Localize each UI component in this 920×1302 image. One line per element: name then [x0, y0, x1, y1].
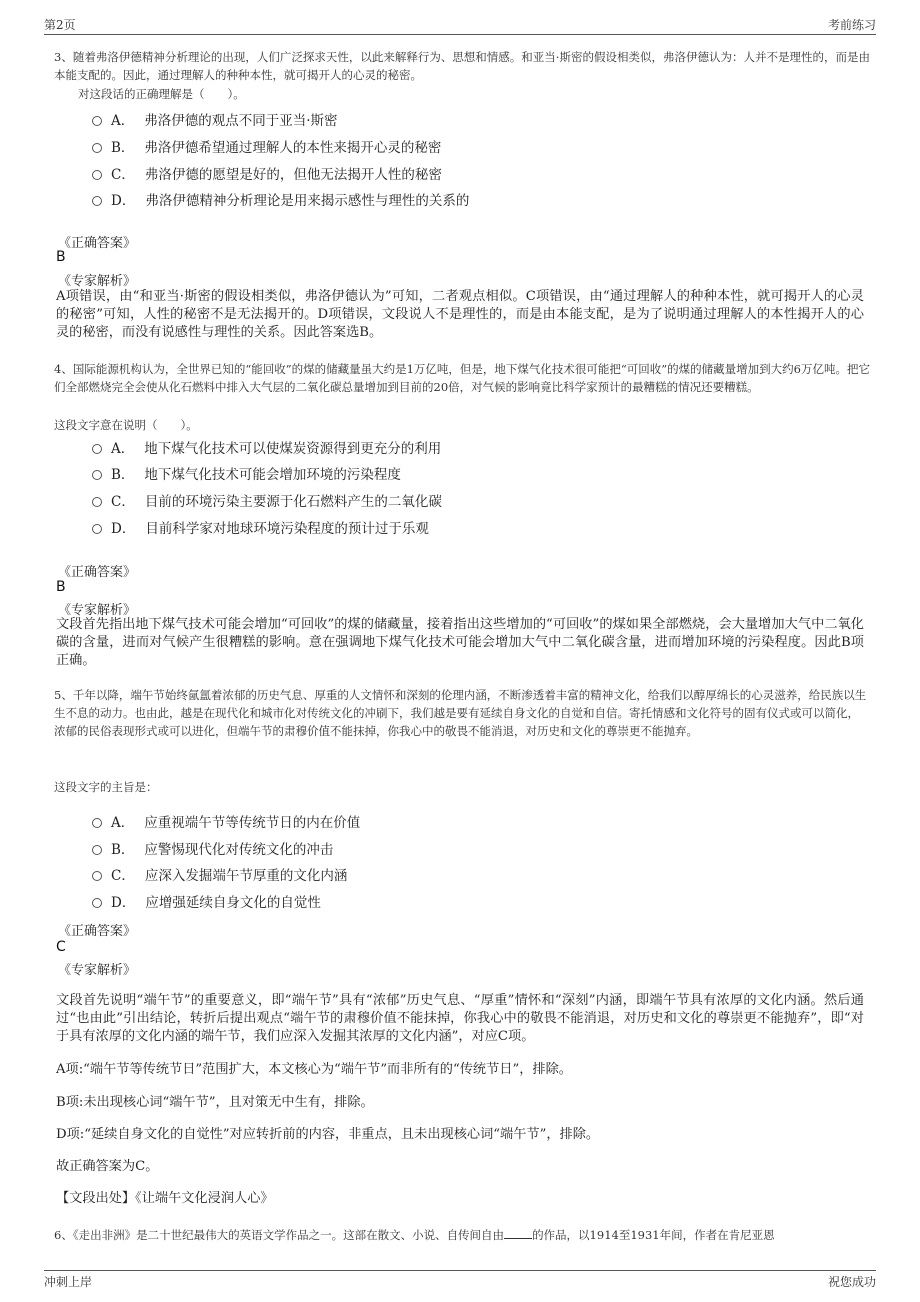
radio-icon[interactable]	[92, 116, 102, 126]
q4-analysis: 文段首先指出地下煤气技术可能会增加“可回收”的煤的储藏量，接着指出这些增加的“可回收”的煤如果全部燃烧，会大量增加大气中二氧化碳的含量，进而对气候产生很糟糕的影响。意在强调地下煤气化技术可能会增加大气中二氧化碳含量，进而增加环境的污染程度。因此B项正确。	[56, 617, 864, 668]
radio-icon[interactable]	[92, 524, 102, 534]
q5-note-d: D项:“延续自身文化的自觉性”对应转折前的内容，非重点，且未出现核心词“端午节”，排除。	[56, 1127, 600, 1142]
page-header	[44, 16, 876, 35]
radio-icon[interactable]	[92, 818, 102, 828]
q5-stem: 5、千年以降，端午节始终氤氲着浓郁的历史气息、厚重的人文情怀和深刻的伦理内涵，不断渗透着丰富的精神文化，给我们以醇厚绵长的心灵滋养，给民族以生生不息的动力。也由此，越是在现代化和城市化对传统文化的冲刷下，我们越是要有延续自身文化的自觉和自信。寄托情感和文化符号的固有仪式或可以简化，浓郁的民俗表现形式或可以进化，但端午节的肃穆价值不能抹掉，你我心中的敬畏不能消退，对历史和文化的尊崇更不能抛弃。	[54, 688, 867, 738]
q5-source: 【文段出处】《让端午文化浸润人心》	[56, 1191, 274, 1206]
q5-conclusion: 故正确答案为C。	[56, 1159, 159, 1174]
q3-option-c[interactable]: C． 弗洛伊德的愿望是好的，但他无法揭开人性的秘密	[92, 163, 442, 183]
q4-question: 这段文字意在说明（ ）。	[54, 418, 198, 432]
q5-analysis: 文段首先说明“端午节”的重要意义，即“端午节”具有“浓郁”历史气息、“厚重”情怀和“深刻”内涵，即端午节具有浓厚的文化内涵。然后通过“也由此”引出结论，转折后提出观点“端午节的肃穆价值不能抹掉，你我心中的敬畏不能消退，对历史和文化的尊崇更不能抛弃”，即“对于具有浓厚的文化内涵的端午节，我们应深入发掘其浓厚的文化内涵”，对应C项。	[56, 993, 864, 1044]
q5-note-a: A项:“端午节等传统节日”范围扩大，本文核心为“端午节”而非所有的“传统节日”，排除。	[56, 1062, 572, 1077]
q4-answer-heading: 《正确答案》	[58, 565, 137, 580]
q3-analysis: A项错误，由“和亚当·斯密的假设相类似，弗洛伊德认为”可知，二者观点相似。C项错误，由“通过理解人的种种本性，就可揭开人的心灵的秘密”可知，人性的秘密不是无法揭开的。D项错误，文段说人不是理性的，而是由本能支配，是为了说明通过理解人的本性揭开人的心灵的秘密，而没有说感性与理性的关系。因此答案选B。	[56, 289, 864, 340]
radio-icon[interactable]	[92, 196, 102, 206]
header-title: 考前练习	[827, 18, 876, 32]
radio-icon[interactable]	[92, 444, 102, 454]
q3-analysis-heading: 《专家解析》	[58, 274, 137, 289]
radio-icon[interactable]	[92, 898, 102, 908]
q5-note-b: B项:未出现核心词“端午节”，且对策无中生有，排除。	[56, 1095, 374, 1110]
q3-answer: B	[56, 249, 66, 265]
q3-answer-heading: 《正确答案》	[58, 236, 137, 251]
q4-stem: 4、国际能源机构认为，全世界已知的“能回收”的煤的储藏量虽大约是1万亿吨，但是，地下煤气化技术很可能把“可回收”的煤的储藏量增加到大约6万亿吨。把它们全部燃烧完全会使从化石燃料中排入大气层的二氧化碳总量增加到目前的20倍，对气候的影响竟比科学家预计的最糟糕的情况还要糟糕。	[54, 362, 870, 394]
q5-option-d[interactable]: D． 应增强延续自身文化的自觉性	[92, 891, 321, 911]
page-footer	[44, 1270, 876, 1293]
q4-analysis-heading: 《专家解析》	[58, 603, 137, 618]
radio-icon[interactable]	[92, 845, 102, 855]
radio-icon[interactable]	[92, 143, 102, 153]
q4-option-b[interactable]: B． 地下煤气化技术可能会增加环境的污染程度	[92, 463, 401, 483]
q4-option-d[interactable]: D． 目前科学家对地球环境污染程度的预计过于乐观	[92, 517, 429, 537]
q5-option-b[interactable]: B． 应警惕现代化对传统文化的冲击	[92, 838, 333, 858]
q4-answer: B	[56, 579, 66, 595]
q5-answer: C	[56, 939, 66, 955]
q5-option-c[interactable]: C． 应深入发掘端午节厚重的文化内涵	[92, 864, 347, 884]
q3-option-d[interactable]: D． 弗洛伊德精神分析理论是用来揭示感性与理性的关系的	[92, 189, 469, 209]
q5-option-a[interactable]: A． 应重视端午节等传统节日的内在价值	[92, 811, 360, 831]
page-number: 第2页	[44, 18, 76, 32]
footer-right: 祝您成功	[827, 1275, 876, 1289]
q5-question: 这段文字的主旨是：	[54, 780, 158, 794]
footer-left: 冲刺上岸	[44, 1275, 93, 1289]
radio-icon[interactable]	[92, 871, 102, 881]
q4-option-c[interactable]: C． 目前的环境污染主要源于化石燃料产生的二氧化碳	[92, 490, 442, 510]
q3-question: 对这段话的正确理解是（ ）。	[78, 87, 245, 101]
q3-option-a[interactable]: A． 弗洛伊德的观点不同于亚当·斯密	[92, 109, 338, 129]
radio-icon[interactable]	[92, 470, 102, 480]
q5-analysis-heading: 《专家解析》	[58, 963, 137, 978]
q3-stem: 3、随着弗洛伊德精神分析理论的出现，人们广泛探求天性，以此来解释行为、思想和情感。和亚当·斯密的假设相类似，弗洛伊德认为：人并不是理性的，而是由本能支配的。因此，通过理解人的种种本性，就可揭开人的心灵的秘密。	[54, 50, 870, 82]
q6-stem: 6、《走出非洲》是二十世纪最伟大的英语文学作品之一。这部在散文、小说、自传间自由 的作品，以1914至1931年间，作者在肯尼亚恩	[54, 1228, 775, 1242]
radio-icon[interactable]	[92, 170, 102, 180]
q3-option-b[interactable]: B． 弗洛伊德希望通过理解人的本性来揭开心灵的秘密	[92, 136, 441, 156]
radio-icon[interactable]	[92, 497, 102, 507]
q5-answer-heading: 《正确答案》	[58, 924, 137, 939]
q4-option-a[interactable]: A． 地下煤气化技术可以使煤炭资源得到更充分的利用	[92, 437, 441, 457]
fill-blank	[504, 1226, 532, 1239]
